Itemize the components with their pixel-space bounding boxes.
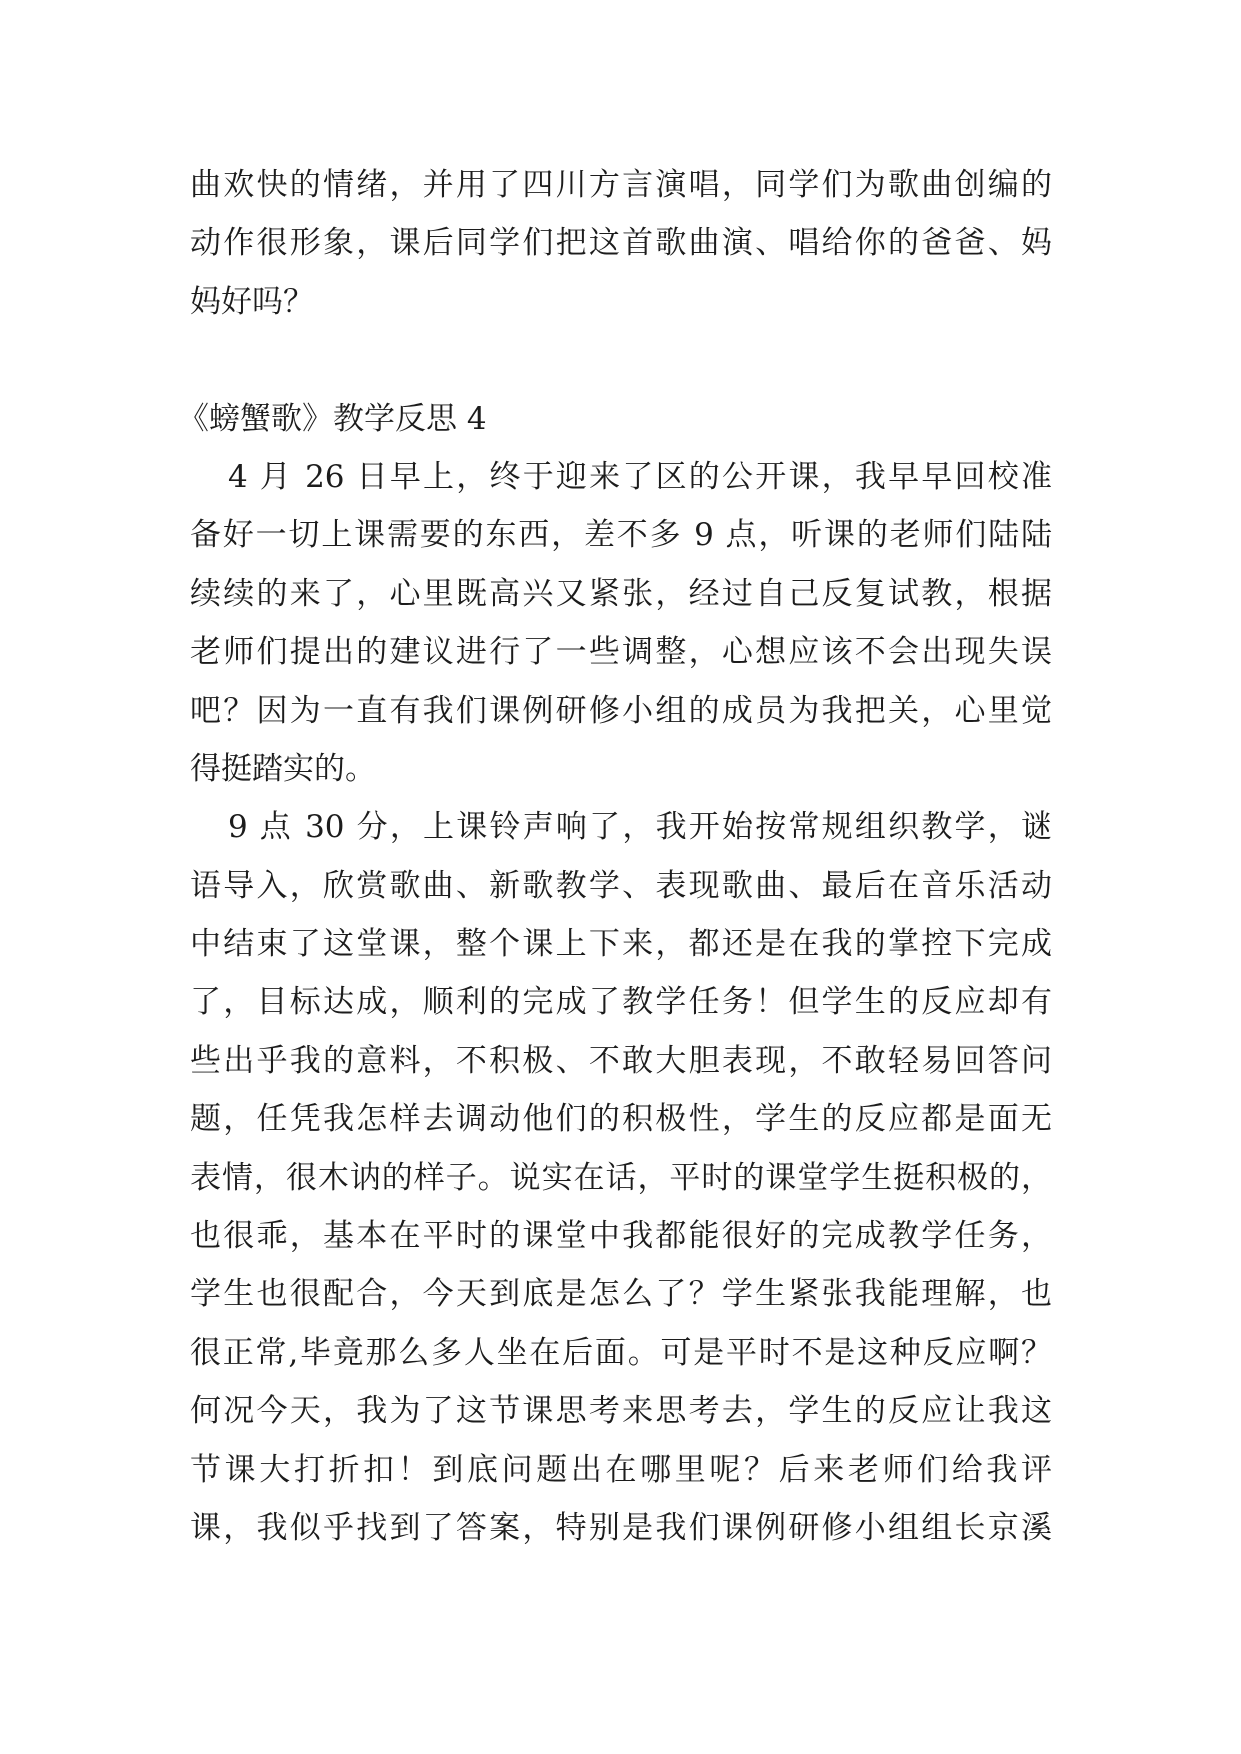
- text-line: 吧？因为一直有我们课例研修小组的成员为我把关，心里觉: [190, 692, 1052, 729]
- text-line: 语导入，欣赏歌曲、新歌教学、表现歌曲、最后在音乐活动: [190, 867, 1052, 904]
- text-line: 备好一切上课需要的东西，差不多 9 点，听课的老师们陆陆: [190, 517, 1052, 554]
- text-line: 9 点 30 分，上课铃声响了，我开始按常规组织教学，谜: [228, 809, 1052, 846]
- continued-paragraph: [190, 156, 1052, 331]
- text-line: 妈好吗？: [190, 283, 314, 320]
- text-line: 曲欢快的情绪，并用了四川方言演唱，同学们为歌曲创编的: [190, 167, 1052, 203]
- text-line: 表情，很木讷的样子。说实在话，平时的课堂学生挺积极的，: [190, 1159, 1052, 1196]
- text-line: 节课大打折扣！到底问题出在哪里呢？后来老师们给我评: [190, 1451, 1052, 1488]
- text-line: 中结束了这堂课，整个课上下来，都还是在我的掌控下完成: [190, 926, 1052, 963]
- text-line: 题，任凭我怎样去调动他们的积极性，学生的反应都是面无: [190, 1101, 1052, 1138]
- text-line: 何况今天，我为了这节课思考来思考去，学生的反应让我这: [190, 1393, 1052, 1430]
- text-line: 很正常,毕竟那么多人坐在后面。可是平时不是这种反应啊？: [190, 1334, 1052, 1371]
- text-line: 老师们提出的建议进行了一些调整，心想应该不会出现失误: [190, 634, 1052, 671]
- text-line: 了，目标达成，顺利的完成了教学任务！但学生的反应却有: [190, 984, 1052, 1021]
- paragraph: [190, 798, 1052, 1557]
- section-title: 《螃蟹歌》教学反思 4: [178, 400, 487, 437]
- text-line: 也很乖，基本在平时的课堂中我都能很好的完成教学任务，: [190, 1218, 1052, 1255]
- text-line: 课，我似乎找到了答案，特别是我们课例研修小组组长京溪: [190, 1509, 1052, 1546]
- text-line: 些出乎我的意料，不积极、不敢大胆表现，不敢轻易回答问: [190, 1042, 1052, 1079]
- paragraph: [190, 448, 1052, 798]
- document-body: [178, 156, 1052, 1557]
- text-line: 学生也很配合，今天到底是怎么了？学生紧张我能理解，也: [190, 1276, 1052, 1313]
- text-line: 得挺踏实的。: [190, 750, 376, 787]
- text-line: 4 月 26 日早上，终于迎来了区的公开课，我早早回校准: [228, 458, 1052, 495]
- text-line: 动作很形象，课后同学们把这首歌曲演、唱给你的爸爸、妈: [190, 225, 1052, 262]
- text-line: 续续的来了，心里既高兴又紧张，经过自己反复试教，根据: [190, 575, 1052, 612]
